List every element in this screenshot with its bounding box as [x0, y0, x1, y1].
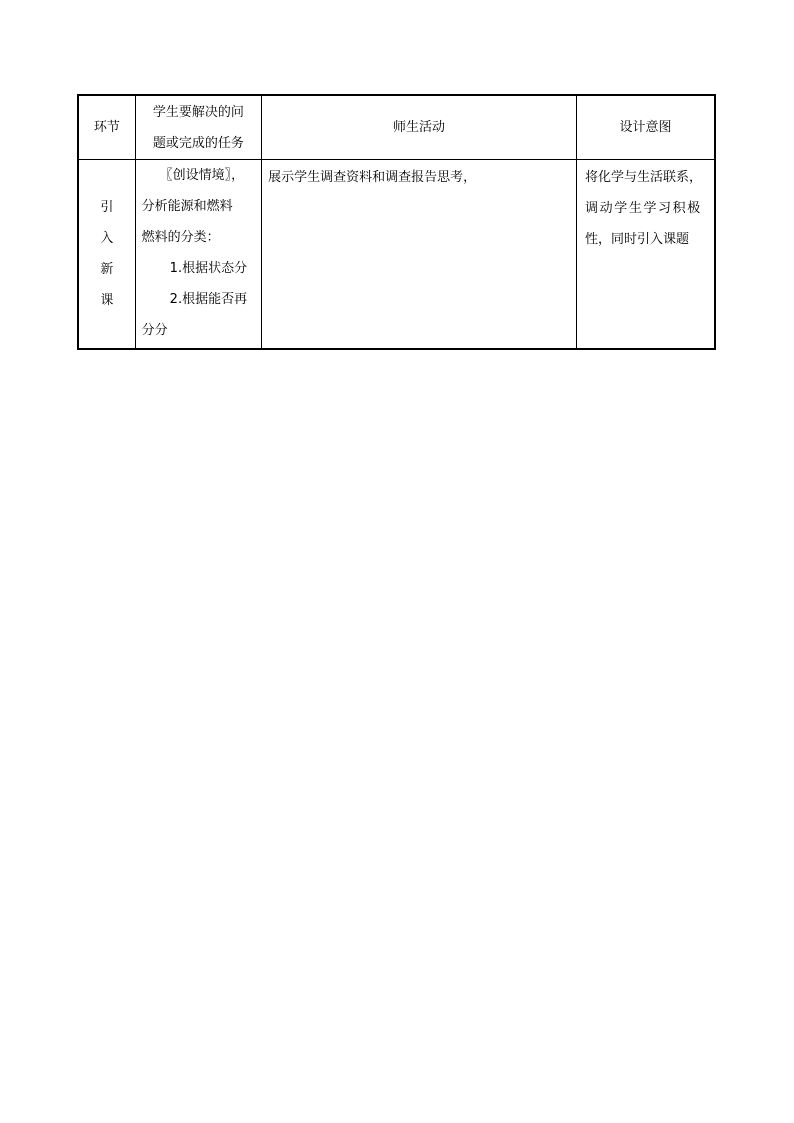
table-header-row [78, 95, 715, 160]
header-stage-label: 环节 [93, 120, 120, 135]
stage-char: 课 [100, 293, 114, 308]
task-cell [135, 160, 261, 350]
design-intent-cell [577, 160, 715, 350]
header-teacher-activity-label: 师生活动 [393, 120, 446, 135]
task-line: 2.根据能否再 [169, 292, 248, 307]
task-line: 分分 [141, 323, 168, 338]
stage-char: 新 [100, 262, 114, 277]
header-task-line2: 题或完成的任务 [152, 135, 244, 151]
stage-char: 入 [100, 231, 114, 246]
header-task [135, 95, 261, 160]
header-design-intent [577, 95, 715, 160]
stage-cell [78, 160, 135, 350]
table-row [78, 160, 715, 350]
design-intent-line: 调动学生学习积极 [585, 201, 702, 216]
header-task-line1: 学生要解决的问 [152, 104, 244, 120]
stage-char: 引 [100, 200, 114, 215]
lesson-plan-table [77, 94, 716, 350]
task-line: 〖创设情境〗， [159, 168, 245, 183]
design-intent-line: 性，同时引入课题 [585, 232, 690, 247]
task-line: 分析能源和燃料 [141, 199, 233, 214]
task-line: 1.根据状态分 [169, 261, 248, 276]
header-teacher-activity [262, 95, 577, 160]
teacher-activity-text: 展示学生调查资料和调查报告思考， [268, 170, 477, 185]
design-intent-line: 将化学与生活联系， [585, 170, 703, 185]
teacher-activity-cell [262, 160, 577, 350]
task-line: 燃料的分类： [141, 230, 220, 245]
header-design-intent-label: 设计意图 [619, 120, 672, 135]
header-stage [78, 95, 135, 160]
